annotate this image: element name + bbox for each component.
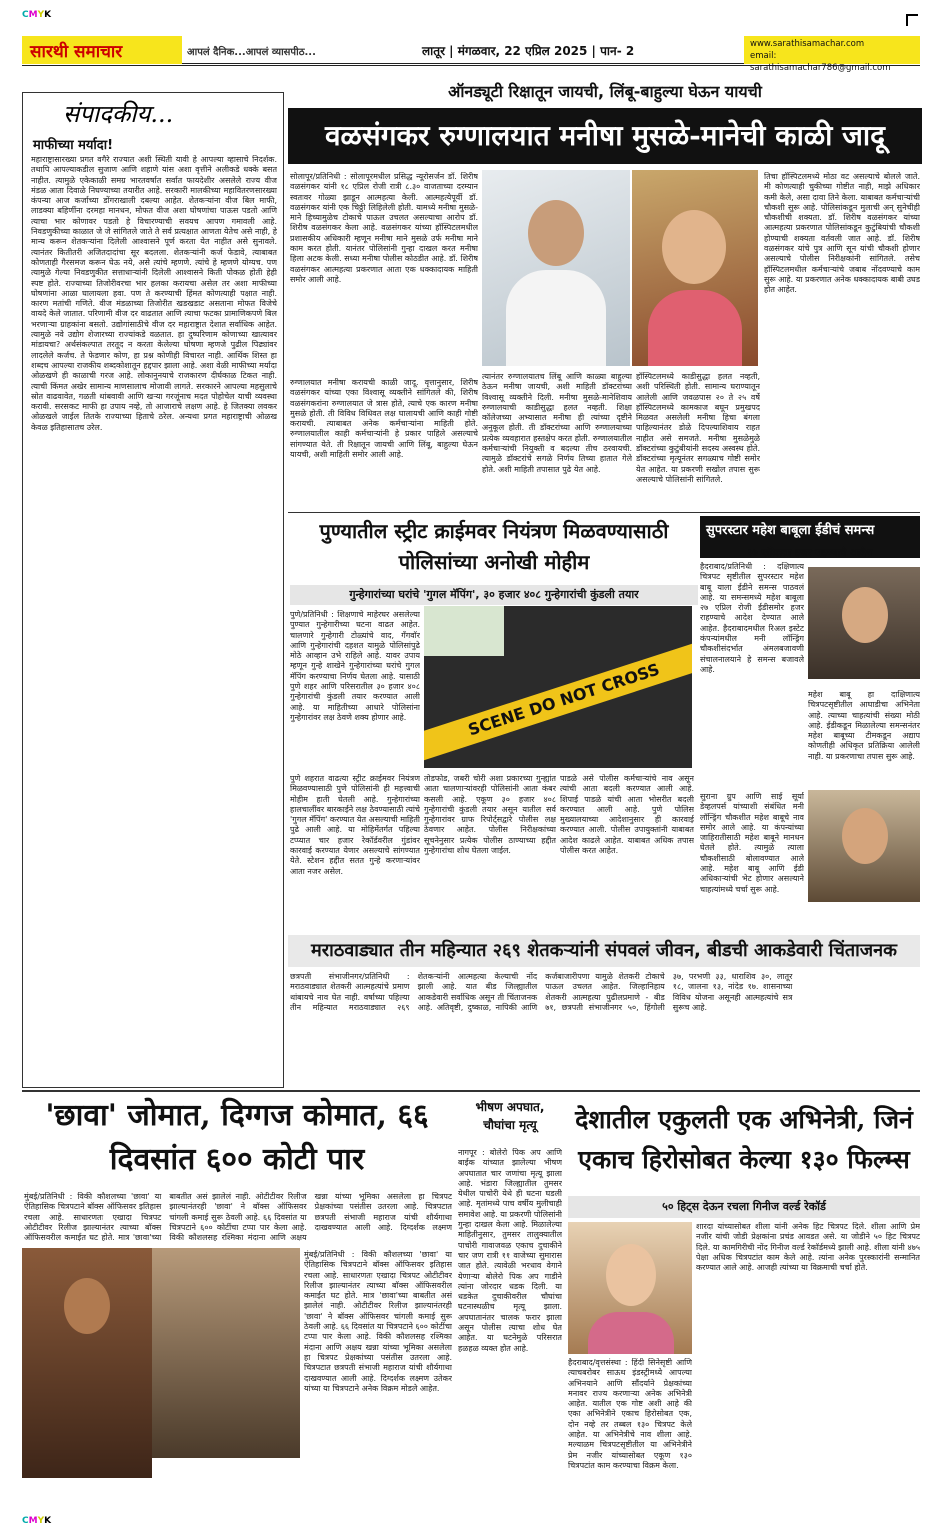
website-link[interactable]: www.sarathisamachar.com: [750, 39, 865, 49]
registration-mark: [906, 14, 918, 26]
top-story-col4: तिचा हॉस्पिटलमध्ये मोठा वट असल्याचे बोलले जाते. मी कोणत्याही चुकीच्या गोष्टीत नाही, माझे अधिकार कमी केले, असा दावा तिने केला. याबाबत कर्मचाऱ्यांची चौकशी सुरू आहे. पोलिसांकडून मुलाची अन् सुनेचीही चौकशीची शक्यता. डॉ. शिरीष वळसंगकर यांच्या आत्महत्या प्रकरणात पोलिसांकडून कुटुंबियांची चौकशी होण्याची शक्यता वर्तवली जात आहे. डॉ. शिरीष वळसंगकर यांचे पुत्र आणि सून यांची चौकशी होणार असल्याचे पोलीस निरीक्षकांनी सांगितले. तसेच हॉस्पिटलमधील कर्मचाऱ्यांचे जबाब नोंदवण्याचे काम सुरू आहे. या प्रकरणात अनेक धक्कादायक बाबी उघड होत आहेत.: [764, 172, 920, 295]
accident-story-headline: भीषण अपघात, चौघांचा मृत्यू: [475, 1100, 545, 1132]
crime-tape: SCENE DO NOT CROSS: [424, 637, 692, 763]
map-icon: [424, 606, 504, 656]
newspaper-logo: सारथी समाचार: [22, 36, 182, 64]
actress-photo: [568, 1222, 692, 1354]
divider: [22, 1090, 920, 1092]
editorial-body: महाराष्ट्रासारख्या प्रगत वगैरे राज्यात अशी स्थिती यावी हे आपल्या व्हासाचे निदर्शक. तथापि आपल्याकडील सुजाण आणि शहाणे यांस अशा वृत्तीने अलीकडे धक्के बसत नाहीत. त्यामुळे एकेकाळी समग्र भारतवर्षात सर्वात फायदेशीर असलेले राज्य वीज मंडळ आता दिवाळे निघण्याच्या तयारीत आहे. सरकारी मालकीच्या महावितरणसारख्या कंपन्या आज कर्जाच्या डोंगराखाली दबल्या आहेत. शेतकऱ्यांना वीज बिल माफी, लाडक्या बहिणींना दरमहा मानधन, मोफत वीज अशा घोषणांचा पाऊस पडतो आणि त्याचा भार कोणावर पडतो हे विचारण्याची सवयच आपण गमावली आहे. निवडणुकीच्या काळात जे जे सांगितले जाते ते सर्व प्रत्यक्षात आणता येतेच असे नाही, हे मान्य करून शेतकऱ्यांना दिलेली आश्वासने पूर्ण करता येत नाहीत असे सुनावले. त्यानंतर कितीतरी अजितदादांचा सूर बदलला. शेतकऱ्यांनी कर्ज फेडावे, त्याबाबत कोणताही गैरसमज करून घेऊ नये, असे त्यांचे म्हणणे. त्यांचे हे म्हणणे योग्यच. पण त्यामुळे गेल्या निवडणुकीत सत्ताधाऱ्यांनी दिलेली आश्वासने किती पोकळ होती हेही स्पष्ट होते. राज्याच्या तिजोरीवरचा भार हलका करायचा असेल तर अशा माफीच्या घोषणांना आळा घालायला हवा. पण ते करण्याची हिंमत कोणत्याही पक्षात नाही. कारण मतांची गणिते. वीज मंडळाच्या तिजोरीत खडखडाट असताना मोफत विजेचे वायदे केले जातात. परिणामी वीज दर वाढतात आणि त्याचा फटका प्रामाणिकपणे बिल भरणाऱ्या ग्राहकांना बसतो. उद्योगांसाठीचे वीज दर महाराष्ट्रात देशात सर्वाधिक आहेत. त्यामुळे नवे उद्योग शेजारच्या राज्यांकडे वळतात. हा दुष्परिणाम कोणाच्या खात्यावर मांडायचा? अर्थसंकल्पात तरतूद न करता केलेल्या घोषणा म्हणजे पुढील पिढ्यांवर लादलेले कर्जच. ते फेडणार कोण, हा प्रश्न कोणीही विचारत नाही. आर्थिक शिस्त हा शब्दच आपल्या राजकीय शब्दकोशातून हद्दपार झाला आहे. अशा वेळी माफीच्या मर्यादा ओळखणे ही काळाची गरज आहे. लोकानुनयाचे राजकारण दीर्घकाळ टिकत नाही. त्याची किंमत अखेर सामान्य माणसालाच मोजावी लागते. सरकारने आपल्या महसुलाचे स्रोत वाढवावेत, गळती थांबवावी आणि खऱ्या गरजूंनाच मदत पोहोचेल याची व्यवस्था करावी. सरसकट माफी हा उपाय नव्हे, तो आजाराचे लक्षण आहे. हे जितक्या लवकर ओळखले जाईल तितके राज्याच्या हिताचे ठरेल. अन्यथा प्रगत महाराष्ट्राची ओळख केवळ इतिहासातच उरेल.: [31, 155, 277, 432]
actress-story-headline: देशातील एकुलती एक अभिनेत्री, जिनं एकाच हिरोसोबत केल्या १३० फिल्म्स: [575, 1105, 913, 1174]
top-story-col1b: रुग्णालयात मनीषा करायची काळी जादू. वृत्तानुसार, शिरीष वळसंगकर यांच्या एका विश्वासू व्यक्तीने सांगितले की, शिरीष वळसंगकरांना रुग्णालयात जे त्रास होते, त्याचे एक कारण मनीषा मुसळे होती. ती विविध विधिवत लक्ष घालायची आणि काही गोष्टी करायची. त्याबाबत अनेक कर्मचाऱ्यांना माहिती होते. रुग्णालयातील काही कर्मचाऱ्यांनी हे प्रकार पाहिले असल्याचे सांगण्यात येते. ती रिक्षातून जायची आणि लिंबू, बाहुल्या घेऊन यायची, अशी माहिती समोर आली आहे.: [290, 378, 478, 460]
police-story-subhead: गुन्हेगारांच्या घरांचे 'गुगल मॅपिंग', ३० हजार ४०८ गुन्हेगारांची कुंडली तयार: [290, 585, 698, 605]
actress-story-col2: शारदा यांच्यासोबत शीला यांनी अनेक हिट चित्रपट दिले. शीला आणि प्रेम नजीर यांची जोडी प्रेक्षकांना प्रचंड आवडत असे. या जोडीने ५० हिट चित्रपट दिले. या कामगिरीची नोंद गिनीज वर्ल्ड रेकॉर्डमध्ये झाली आहे. शीला यांनी ४७५ पेक्षा अधिक चित्रपटांत काम केले आहे. त्यांना अनेक पुरस्कारांनी सन्मानित करण्यात आले आहे. आजही त्यांच्या या विक्रमाची चर्चा होते.: [696, 1222, 920, 1273]
dateline: लातूर | मंगळवार, 22 एप्रिल 2025 | पान- 2: [422, 44, 635, 58]
top-story-col1: सोलापूर/प्रतिनिधी : सोलापूरमधील प्रसिद्ध न्यूरोसर्जन डॉ. शिरीष वळसंगकर यांनी १८ एप्रिल रोजी रात्री ८.३० वाजताच्या दरम्यान स्वतःवर गोळ्या झाडून आत्महत्या केली. आत्महत्येपूर्वी डॉ. वळसंगकर यांनी एक चिठ्ठी लिहिलेली होती. यामध्ये मनीषा मुसळे-माने हिच्यामुळेच टोकाचे पाऊल उचलत असल्याचा आरोप डॉ. शिरीष वळसंगकर केला आहे. वळसंगकर यांच्या हॉस्पिटलमधील प्रशासकीय अधिकारी म्हणून मनीषा माने मुसळे उर्फ मनीषा माने काम करत होती. यानंतर पोलिसांनी गुन्हा दाखल करत मनीषा हिला अटक केली. सध्या मनीषा पोलीस कोठडीत आहे. डॉ. शिरीष वळसंगकर आत्महत्या प्रकरणात आता एक धक्कादायक माहिती समोर आली आहे.: [290, 172, 478, 284]
actress-story-col1: हैदराबाद/वृत्तसंस्था : हिंदी सिनेसृष्टी आणि त्याचबरोबर साऊथ इंडस्ट्रीमध्ये आपल्या अभिनयाने आणि सौंदर्याने प्रेक्षकांच्या मनावर राज्य करणाऱ्या अनेक अभिनेत्री आहेत. यातील एक गोष्ट अशी आहे की एका अभिनेत्रीने एकाच हिरोसोबत एक, दोन नव्हे तर तब्बल १३० चित्रपट केले आहेत. या अभिनेत्रीचे नाव शीला आहे. मल्याळम चित्रपटसृष्टीतील या अभिनेत्रीने प्रेम नजीर यांच्यासोबत एकूण १३० चित्रपटांत काम करण्याचा विक्रम केला.: [568, 1358, 692, 1470]
accident-story-body: नागपूर : बोलेरो पिक अप आणि बाईक यांच्यात झालेल्या भीषण अपघातात चार जणांचा मृत्यू झाला आहे. भंडारा जिल्ह्यातील तुमसर येथील पाचोरी येथे ही घटना घडली आहे. मृतांमध्ये पाच वर्षीय मुलीचाही समावेश आहे. या प्रकरणी पोलिसांनी गुन्हा दाखल केला आहे. मिळालेल्या माहितीनुसार, तुमसर तालुक्यातील पाचोरी गावाजवळ एकाच दुचाकीने चार जण रात्री ११ वाजेच्या सुमारास जात होते. त्यावेळी भरधाव वेगाने येणाऱ्या बोलेरो पिक अप गाडीने त्यांना जोरदार धडक दिली. या धडकेत दुचाकीवरील चौघांचा घटनास्थळीच मृत्यू झाला. अपघातानंतर चालक फरार झाला असून पोलीस त्याचा शोध घेत आहेत. या घटनेमुळे परिसरात हळहळ व्यक्त होत आहे.: [458, 1148, 562, 1353]
chhava-story-intro: मुंबई/प्रतिनिधी : विकी कौशलच्या 'छावा' या ऐतिहासिक चित्रपटाने बॉक्स ऑफिसवर इतिहास रचला आहे. साधारणतः एखादा चित्रपट ओटीटीवर रिलीज झाल्यानंतर त्याच्या बॉक्स ऑफिसवरील कमाईत घट होते. मात्र 'छावा'च्या बाबतीत असं झालेलं नाही. ओटीटीवर रिलीज झाल्यानंतरही 'छावा' ने बॉक्स ऑफिसवर चांगली कमाई सुरू ठेवली आहे. ६६ दिवसांत या चित्रपटाने ६०० कोटींचा टप्पा पार केला आहे. विकी कौशलसह रश्मिका मंदाना आणि अक्षय खन्ना यांच्या भूमिका असलेला हा चित्रपट प्रेक्षकांच्या पसंतीस उतरला आहे. चित्रपटात छत्रपती संभाजी महाराज यांची शौर्यगाथा दाखवण्यात आली आहे. दिग्दर्शक लक्ष्मण: [24, 1192, 452, 1243]
mahesh-story-col1: हैदराबाद/प्रतिनिधी : दक्षिणात्य चित्रपट सृष्टीतील सुपरस्टार महेश बाबू याला ईडीने समन्स पाठवलं आहे. या समन्समध्ये महेश बाबूला २७ एप्रिल रोजी ईडीसमोर हजर राहण्याचे आदेश देण्यात आले आहेत. हैदराबादमधील रिअल इस्टेट कंपन्यांमधील मनी लॉन्ड्रिंग चौकशीसंदर्भात अंमलबजावणी संचालनालयाने हे समन्स बजावले आहे.: [700, 562, 804, 674]
cmyk-mark-bottom: CMYK: [22, 1516, 52, 1526]
doctor-photo: [482, 170, 630, 366]
editorial-heading: संपादकीय...: [63, 100, 174, 128]
email-link[interactable]: email: sarathisamachar786@gmail.com: [750, 51, 891, 73]
farmer-story-body: छत्रपती संभाजीनगर/प्रतिनिधी : मराठवाड्यात शेतकरी आत्महत्यांचे प्रमाण थांबायचे नाव घेत नाही. वर्षाच्या पहिल्या तीन महिन्यात मराठवाड्यात २६९ शेतकऱ्यांनी आत्महत्या केल्याची नोंद झाली आहे. यात बीड जिल्ह्यातील आकडेवारी सर्वाधिक असून ती चिंताजनक आहे. अतिवृष्टी, दुष्काळ, नापिकी आणि कर्जबाजारीपणा यामुळे शेतकरी टोकाचे पाऊल उचलत आहेत. जिल्हानिहाय शेतकरी आत्महत्या पुढीलप्रमाणे - बीड ७१, छत्रपती संभाजीनगर ५०, हिंगोली ३७, परभणी ३३, धाराशिव ३०, लातूर १८, जालना १३, नांदेड १७. शासनाच्या विविध योजना असूनही आत्महत्यांचे सत्र सुरूच आहे.: [290, 972, 793, 1012]
top-story-kicker: ऑनड्यूटी रिक्षातून जायची, लिंबू-बाहुल्या घेऊन यायची: [448, 82, 762, 101]
mahesh-story-col3: महेश बाबू हा दाक्षिणात्य चित्रपटसृष्टीतील आघाडीचा अभिनेता आहे. त्याच्या चाहत्यांची संख्या मोठी आहे. ईडीकडून मिळालेल्या समन्सनंतर महेश बाबूच्या टीमकडून अद्याप कोणतीही अधिकृत प्रतिक्रिया आलेली नाही. या प्रकरणाचा तपास सुरू आहे.: [808, 690, 920, 761]
chhava-poster: [22, 1248, 152, 1478]
top-story-col2: त्यानंतर रुग्णालयातच लिंबू आणि काळ्या बाहुल्या ठेऊन मनीषा जायची, अशी माहिती डॉक्टरांच्या विश्वासू व्यक्तीने दिली. मनीषा मुसळे-मानेशिवाय रुग्णालयाची काडीसुद्धा हलत नव्हती. शिक्षा कॉलेजच्या अभ्यासात मनीषा ही त्यांच्या दृष्टीने अनुकूल होती. ती डॉक्टरांच्या आणि रुग्णालयाच्या प्रत्येक व्यवहारात हस्तक्षेप करत होती. रुग्णालयातील कर्मचाऱ्यांची नियुक्ती व बदल्या तीच ठरवायची. त्यामुळे डॉक्टरांचे सगळे निर्णय तिच्या हातात गेले होते. अशी माहिती तपासात पुढे येत आहे.: [482, 372, 632, 474]
newspaper-tagline: आपलं दैनिक...आपलं व्यासपीठ...: [187, 47, 316, 58]
chhava-battle-photo: [152, 1248, 300, 1458]
editorial-column: [22, 92, 284, 1088]
police-story-col1: पुणे/प्रतिनिधी : शिक्षणाचे माहेरघर असलेल्या पुण्यात गुन्हेगारीच्या घटना वाढत आहेत. चालणारे गुन्हेगारी टोळ्यांचे वाद, गँगवॉर आणि गुन्हेगारांची दहशत यामुळे पोलिसांपुढे मोठे आव्हान उभे राहिले आहे. यावर उपाय म्हणून गुन्हे शाखेने गुन्हेगारांच्या घरांचे गुगल मॅपिंग करण्याचा निर्णय घेतला आहे. यासाठी पुणे शहर आणि परिसरातील ३० हजार ४०८ गुन्हेगारांची कुंडली तयार करण्यात आली आहे. या माहितीच्या आधारे पोलिसांना गुन्हेगारांवर लक्ष ठेवणे शक्य होणार आहे.: [290, 610, 420, 722]
chhava-story-headline: 'छावा' जोमात, दिग्गज कोमात, ६६ दिवसांत ६०० कोटी पार: [45, 1098, 429, 1177]
contact-box: [744, 36, 920, 73]
crime-scene-photo: [424, 606, 692, 768]
police-story-headline: पुण्यातील स्ट्रीट क्राईमवर नियंत्रण मिळवण्यासाठी पोलिसांच्या अनोखी मोहीम: [319, 519, 669, 574]
police-story-col2: पुणे शहरात वाढत्या स्ट्रीट क्राईमवर नियंत्रण मिळवण्यासाठी पुणे पोलिसांनी ही महत्त्वाची मोहीम हाती घेतली आहे. गुन्हेगारांच्या हालचालींवर बारकाईने लक्ष ठेवण्यासाठी त्यांचे 'गुगल मॅपिंग' करण्यात येत असल्याची माहिती पुढे आली आहे. या मोहिमेंतर्गत पहिल्या टप्प्यात चार हजार रेकॉर्डवरील गुंडांवर कारवाई करण्यात येणार असल्याचे सांगण्यात येते. स्टेशन हद्दीत सतत गुन्हे करणाऱ्यांवर आता नजर असेल.: [290, 774, 420, 876]
mahesh-photo-2: [808, 790, 920, 902]
top-story-col3: हॉस्पिटलमध्ये काडीसुद्धा हलत नव्हती, अशी परिस्थिती होती. सामान्य घराण्यातून आलेली आणि जवळपास २० ते २५ वर्षे हॉस्पिटलमध्ये कामकाज बघून प्रमुखपद मिळवत असलेली मनीषा हिचा बंगला पाहिल्यानंतर डोळे दिपल्याशिवाय राहत नाहीत असे समजते. मनीषा मुसळेमुळे डॉक्टरांच्या कुटुंबीयांनी सदस्य अस्वस्थ होते. डॉक्टरांच्या मृत्यूनंतर सगळ्याच गोष्टी समोर येत आहेत. या प्रकरणी सखोल तपास सुरू असल्याचे पोलिसांनी सांगितले.: [636, 372, 760, 484]
mahesh-story-headline: सुपरस्टार महेश बाबूला ईडीचं समन्स: [700, 516, 920, 558]
mahesh-story-subhead: २७ एप्रिलला हजर राहण्याचे आदेश: [747, 548, 873, 559]
police-story-col4: पाडळे असे पोलीस कर्मचाऱ्यांचे नाव असून त्यांची आता बदली करण्यात आली आहे. शिपाई पाडळे यांची आता भोसरीत बदली करण्यात आली आहे. पुणे पोलिस मुख्यालयाच्या आदेशानुसार ही कारवाई करण्यात आली. पोलीस उपायुक्तांनी याबाबत आदेश काढले आहेत. याबाबत अधिक तपास पोलीस करत आहेत.: [560, 774, 694, 856]
top-story-headline: वळसंगकर रुग्णालयात मनीषा मुसळे-मानेची काळी जादू: [288, 108, 922, 164]
police-story-col3: तोडफोड, जबरी चोरी अशा प्रकारच्या गुन्ह्यांत आता चालणाऱ्यांवरही पोलिसांनी आता कंबर कसली आहे. एकूण ३० हजार ४०८ गुन्हेगारांची कुंडली तयार असून यातील सर्व गुन्हेगारांवर ग्राफ रिपोर्ट्सद्वारे पोलीस लक्ष ठेवणार आहेत. पोलीस निरीक्षकांच्या सूचनेनुसार प्रत्येक पोलीस ठाण्याच्या हद्दीत गुन्हेगारांचा शोध घेतला जाईल.: [424, 774, 556, 856]
chhava-story-col: मुंबई/प्रतिनिधी : विकी कौशलच्या 'छावा' या ऐतिहासिक चित्रपटाने बॉक्स ऑफिसवर इतिहास रचला आहे. साधारणतः एखादा चित्रपट ओटीटीवर रिलीज झाल्यानंतर त्याच्या बॉक्स ऑफिसवरील कमाईत घट होते. मात्र 'छावा'च्या बाबतीत असं झालेलं नाही. ओटीटीवर रिलीज झाल्यानंतरही 'छावा' ने बॉक्स ऑफिसवर चांगली कमाई सुरू ठेवली आहे. ६६ दिवसांत या चित्रपटाने ६०० कोटींचा टप्पा पार केला आहे. विकी कौशलसह रश्मिका मंदाना आणि अक्षय खन्ना यांच्या भूमिका असलेला हा चित्रपट प्रेक्षकांच्या पसंतीस उतरला आहे. चित्रपटात छत्रपती संभाजी महाराज यांची शौर्यगाथा दाखवण्यात आली आहे. दिग्दर्शक लक्ष्मण उतेकर यांच्या या चित्रपटाने अनेक विक्रम मोडले आहेत.: [304, 1250, 452, 1393]
actress-story-subhead: ५० हिट्स देऊन रचला गिनीज वर्ल्ड रेकॉर्ड: [568, 1196, 920, 1218]
mahesh-photo: [808, 567, 920, 679]
masthead: [22, 36, 920, 73]
farmer-story-headline: मराठवाड्यात तीन महिन्यात २६९ शेतकऱ्यांनी संपवलं जीवन, बीडची आकडेवारी चिंताजनक: [288, 935, 920, 967]
divider: [288, 512, 920, 513]
cmyk-mark-top: CMYK: [22, 10, 52, 20]
editorial-title: माफीच्या मर्यादा!: [33, 138, 113, 153]
accused-photo: [632, 170, 758, 366]
mahesh-story-col2: सुराना ग्रुप आणि साई सूर्या डेव्हलपर्स यांच्याशी संबंधित मनी लॉन्ड्रिंग चौकशीत महेश बाबूचे नाव समोर आले आहे. या कंपन्यांच्या जाहिरातीसाठी महेश बाबूने मानधन घेतले होते. त्यामुळे त्याला चौकशीसाठी बोलावण्यात आले आहे. महेश बाबू आणि ईडी अधिकाऱ्यांची भेट होणार असल्याने चाहत्यांमध्ये चर्चा सुरू आहे.: [700, 792, 804, 894]
